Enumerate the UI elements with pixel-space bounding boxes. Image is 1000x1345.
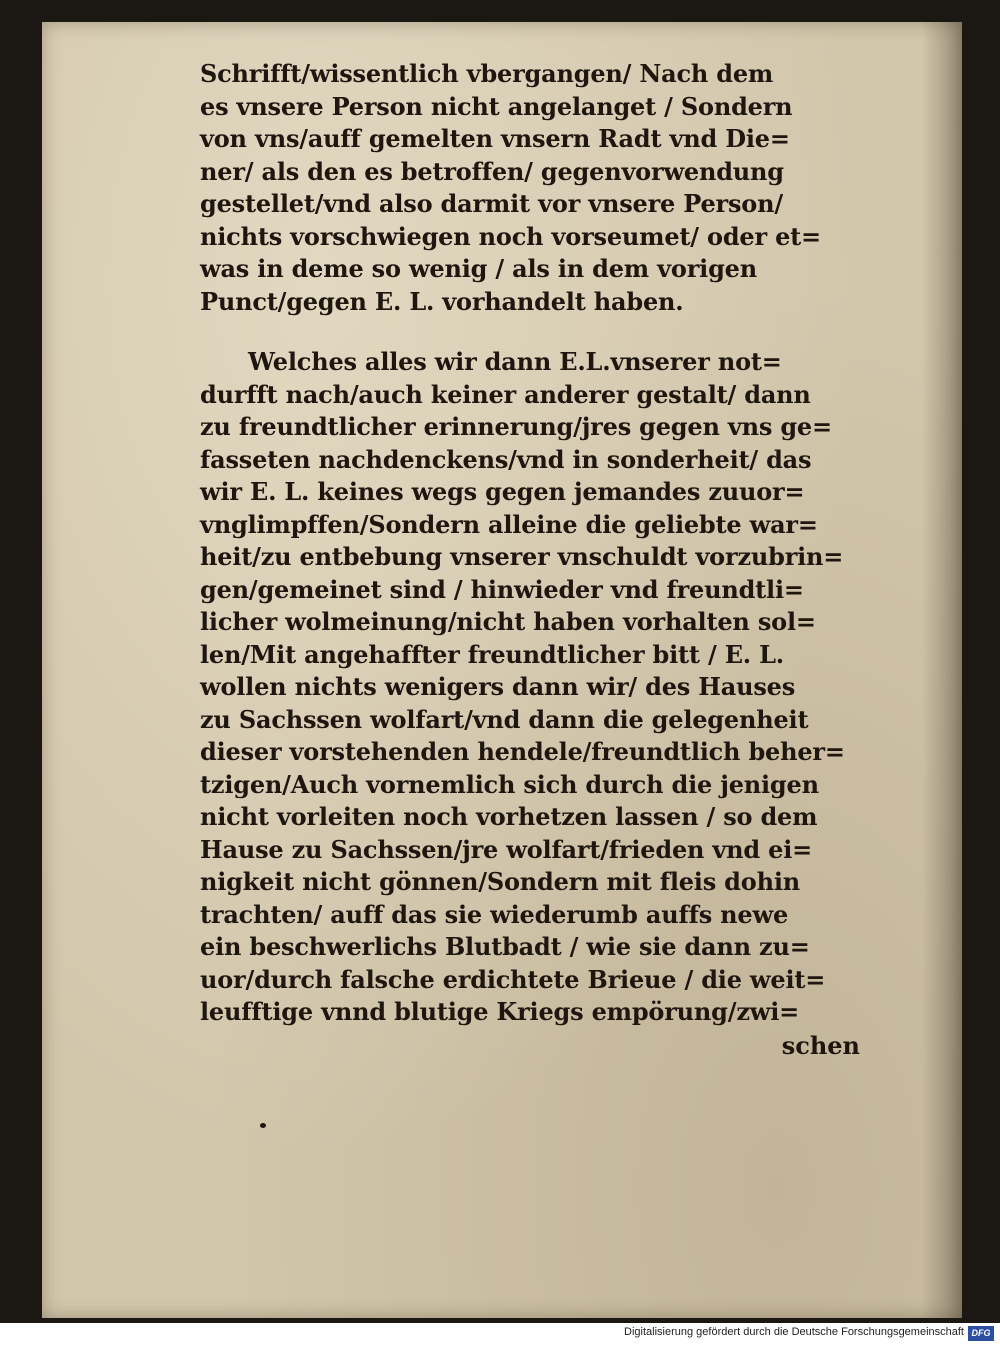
text-line: gestellet/vnd also darmit vor vnsere Person/	[200, 189, 783, 218]
text-line: nigkeit nicht gönnen/Sondern mit fleis dohin	[200, 867, 800, 896]
text-line: zu freundtlicher erinnerung/jres gegen vns ge=	[200, 412, 832, 441]
text-line: Punct/gegen E. L. vorhandelt haben.	[200, 286, 684, 316]
catchword: schen	[781, 1030, 860, 1060]
text-line: licher wolmeinung/nicht haben vorhalten sol=	[200, 607, 816, 636]
text-line: Schrifft/wissentlich vbergangen/ Nach dem	[200, 59, 774, 88]
ink-spot	[260, 1123, 266, 1128]
text-line: leufftige vnnd blutige Kriegs empörung/zwi=	[200, 997, 800, 1026]
text-line: vnglimpffen/Sondern alleine die geliebte war=	[200, 509, 818, 539]
text-line: ner/ als den es betroffen/ gegenvorwendung	[200, 156, 784, 186]
paragraph-gap	[200, 318, 860, 346]
text-line: zu Sachssen wolfart/vnd dann die gelegenheit	[200, 704, 809, 734]
text-line: ein beschwerlichs Blutbadt / wie sie dann zu=	[200, 932, 810, 961]
text-line: heit/zu entbebung vnserer vnschuldt vorzubrin=	[200, 542, 844, 571]
page-text	[200, 58, 860, 1063]
text-line: Hause zu Sachssen/jre wolfart/frieden vnd ei=	[200, 834, 813, 864]
paragraph-first-line: Welches alles wir dann E.L.vnserer not=	[248, 347, 782, 376]
digitization-footer	[0, 1323, 1000, 1345]
text-line: uor/durch falsche erdichtete Brieue / die weit=	[200, 964, 826, 994]
text-line: von vns/auff gemelten vnsern Radt vnd Die=	[200, 124, 790, 153]
text-line: nicht vorleiten noch vorhetzen lassen / so dem	[200, 802, 818, 831]
text-line: durfft nach/auch keiner anderer gestalt/ dann	[200, 379, 811, 409]
text-line: gen/gemeinet sind / hinwieder vnd freundtli=	[200, 574, 804, 604]
text-line: tzigen/Auch vornemlich sich durch die jenigen	[200, 769, 819, 799]
text-line: trachten/ auff das sie wiederumb auffs newe	[200, 899, 789, 929]
funding-credit: Digitalisierung gefördert durch die Deutsche Forschungsgemeinschaft	[624, 1326, 964, 1338]
text-line: nichts vorschwiegen noch vorseumet/ oder et=	[200, 221, 821, 251]
dfg-logo-icon: DFG	[968, 1326, 994, 1341]
text-line: fasseten nachdenckens/vnd in sonderheit/ das	[200, 444, 812, 474]
text-line: was in deme so wenig / als in dem vorigen	[200, 254, 757, 283]
page-gutter-shadow	[922, 22, 962, 1318]
text-line: es vnsere Person nicht angelanget / Sondern	[200, 91, 793, 121]
text-line: wir E. L. keines wegs gegen jemandes zuuor=	[200, 477, 805, 506]
text-line: len/Mit angehaffter freundtlicher bitt / E. L.	[200, 639, 784, 669]
text-line: dieser vorstehenden hendele/freundtlich beher=	[200, 737, 845, 766]
text-line: wollen nichts wenigers dann wir/ des Hauses	[200, 672, 796, 701]
